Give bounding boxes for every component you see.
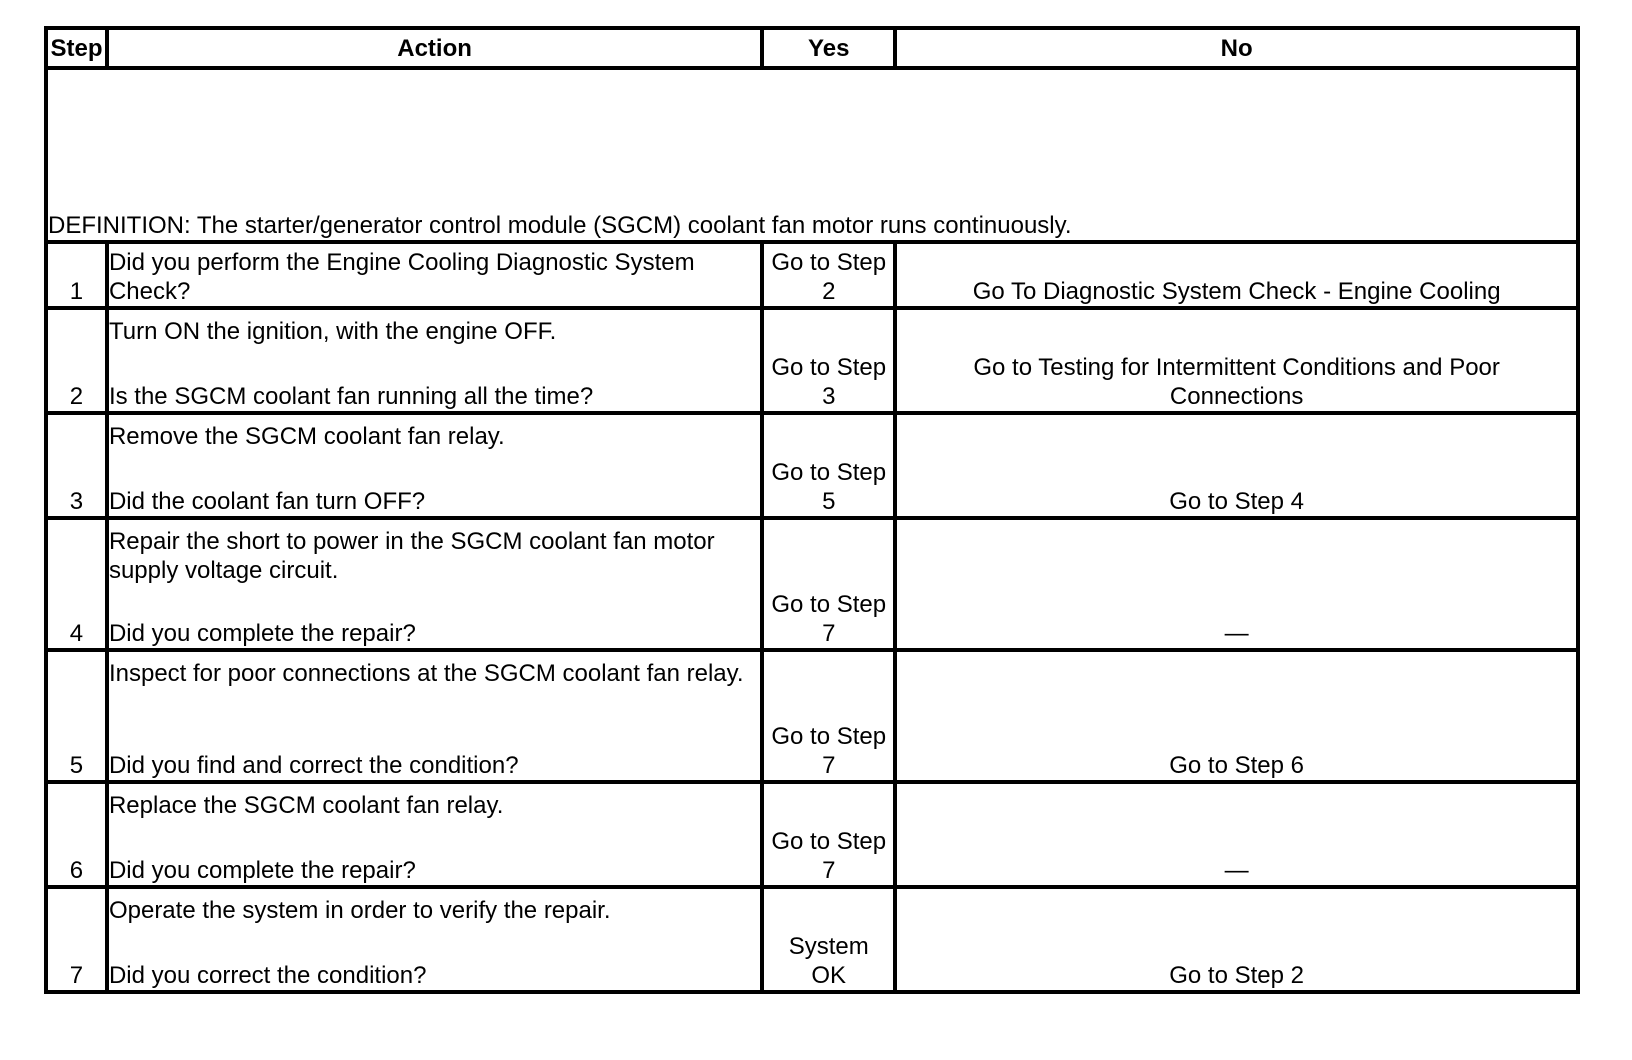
step-action bbox=[107, 242, 762, 308]
step-question: Did the coolant fan turn OFF? bbox=[108, 488, 426, 515]
step-row-3 bbox=[46, 413, 1578, 518]
step-no: Go to Step 2 bbox=[895, 887, 1578, 992]
step-row-1 bbox=[46, 242, 1578, 308]
step-action bbox=[107, 518, 762, 650]
step-instruction: Operate the system in order to verify the repair. bbox=[108, 897, 611, 924]
step-no: Go to Step 4 bbox=[895, 413, 1578, 518]
step-no: — bbox=[895, 518, 1578, 650]
header-action: Action bbox=[107, 28, 762, 68]
step-number: 5 bbox=[46, 650, 107, 782]
step-instruction: Inspect for poor connections at the SGCM coolant fan relay. bbox=[108, 660, 744, 687]
step-no: — bbox=[895, 782, 1578, 887]
step-instruction: Replace the SGCM coolant fan relay. bbox=[108, 792, 504, 819]
step-no: Go to Testing for Intermittent Conditions and Poor Connections bbox=[895, 308, 1578, 413]
step-row-2 bbox=[46, 308, 1578, 413]
step-question: Did you complete the repair? bbox=[108, 857, 416, 884]
step-action bbox=[107, 308, 762, 413]
step-no: Go To Diagnostic System Check - Engine Cooling bbox=[895, 242, 1578, 308]
step-row-6 bbox=[46, 782, 1578, 887]
step-question: Did you complete the repair? bbox=[108, 620, 416, 647]
header-yes: Yes bbox=[762, 28, 895, 68]
step-action bbox=[107, 650, 762, 782]
step-question: Did you find and correct the condition? bbox=[108, 752, 519, 779]
step-row-7 bbox=[46, 887, 1578, 992]
step-yes: Go to Step 7 bbox=[762, 782, 895, 887]
step-row-5 bbox=[46, 650, 1578, 782]
step-yes: Go to Step 3 bbox=[762, 308, 895, 413]
step-number: 2 bbox=[46, 308, 107, 413]
step-yes: Go to Step 2 bbox=[762, 242, 895, 308]
step-number: 4 bbox=[46, 518, 107, 650]
step-question: Is the SGCM coolant fan running all the time? bbox=[108, 383, 594, 410]
step-instruction: Turn ON the ignition, with the engine OFF. bbox=[108, 318, 557, 345]
step-yes: Go to Step 7 bbox=[762, 650, 895, 782]
step-question: Did you correct the condition? bbox=[108, 962, 427, 989]
step-question: Did you perform the Engine Cooling Diagnostic System Check? bbox=[108, 249, 695, 305]
step-number: 7 bbox=[46, 887, 107, 992]
step-number: 3 bbox=[46, 413, 107, 518]
step-yes: Go to Step 5 bbox=[762, 413, 895, 518]
definition-text: DEFINITION: The starter/generator control module (SGCM) coolant fan motor runs continuously. bbox=[46, 68, 1578, 242]
step-no: Go to Step 6 bbox=[895, 650, 1578, 782]
step-row-4 bbox=[46, 518, 1578, 650]
step-instruction: Repair the short to power in the SGCM coolant fan motor supply voltage circuit. bbox=[108, 528, 715, 584]
step-yes: Go to Step 7 bbox=[762, 518, 895, 650]
step-instruction: Remove the SGCM coolant fan relay. bbox=[108, 423, 505, 450]
step-number: 1 bbox=[46, 242, 107, 308]
header-step: Step bbox=[46, 28, 107, 68]
step-action bbox=[107, 413, 762, 518]
step-action bbox=[107, 782, 762, 887]
step-number: 6 bbox=[46, 782, 107, 887]
diagnostic-table bbox=[44, 26, 1580, 994]
header-row bbox=[46, 28, 1578, 68]
step-action bbox=[107, 887, 762, 992]
header-no: No bbox=[895, 28, 1578, 68]
definition-row bbox=[46, 68, 1578, 242]
step-yes: System OK bbox=[762, 887, 895, 992]
